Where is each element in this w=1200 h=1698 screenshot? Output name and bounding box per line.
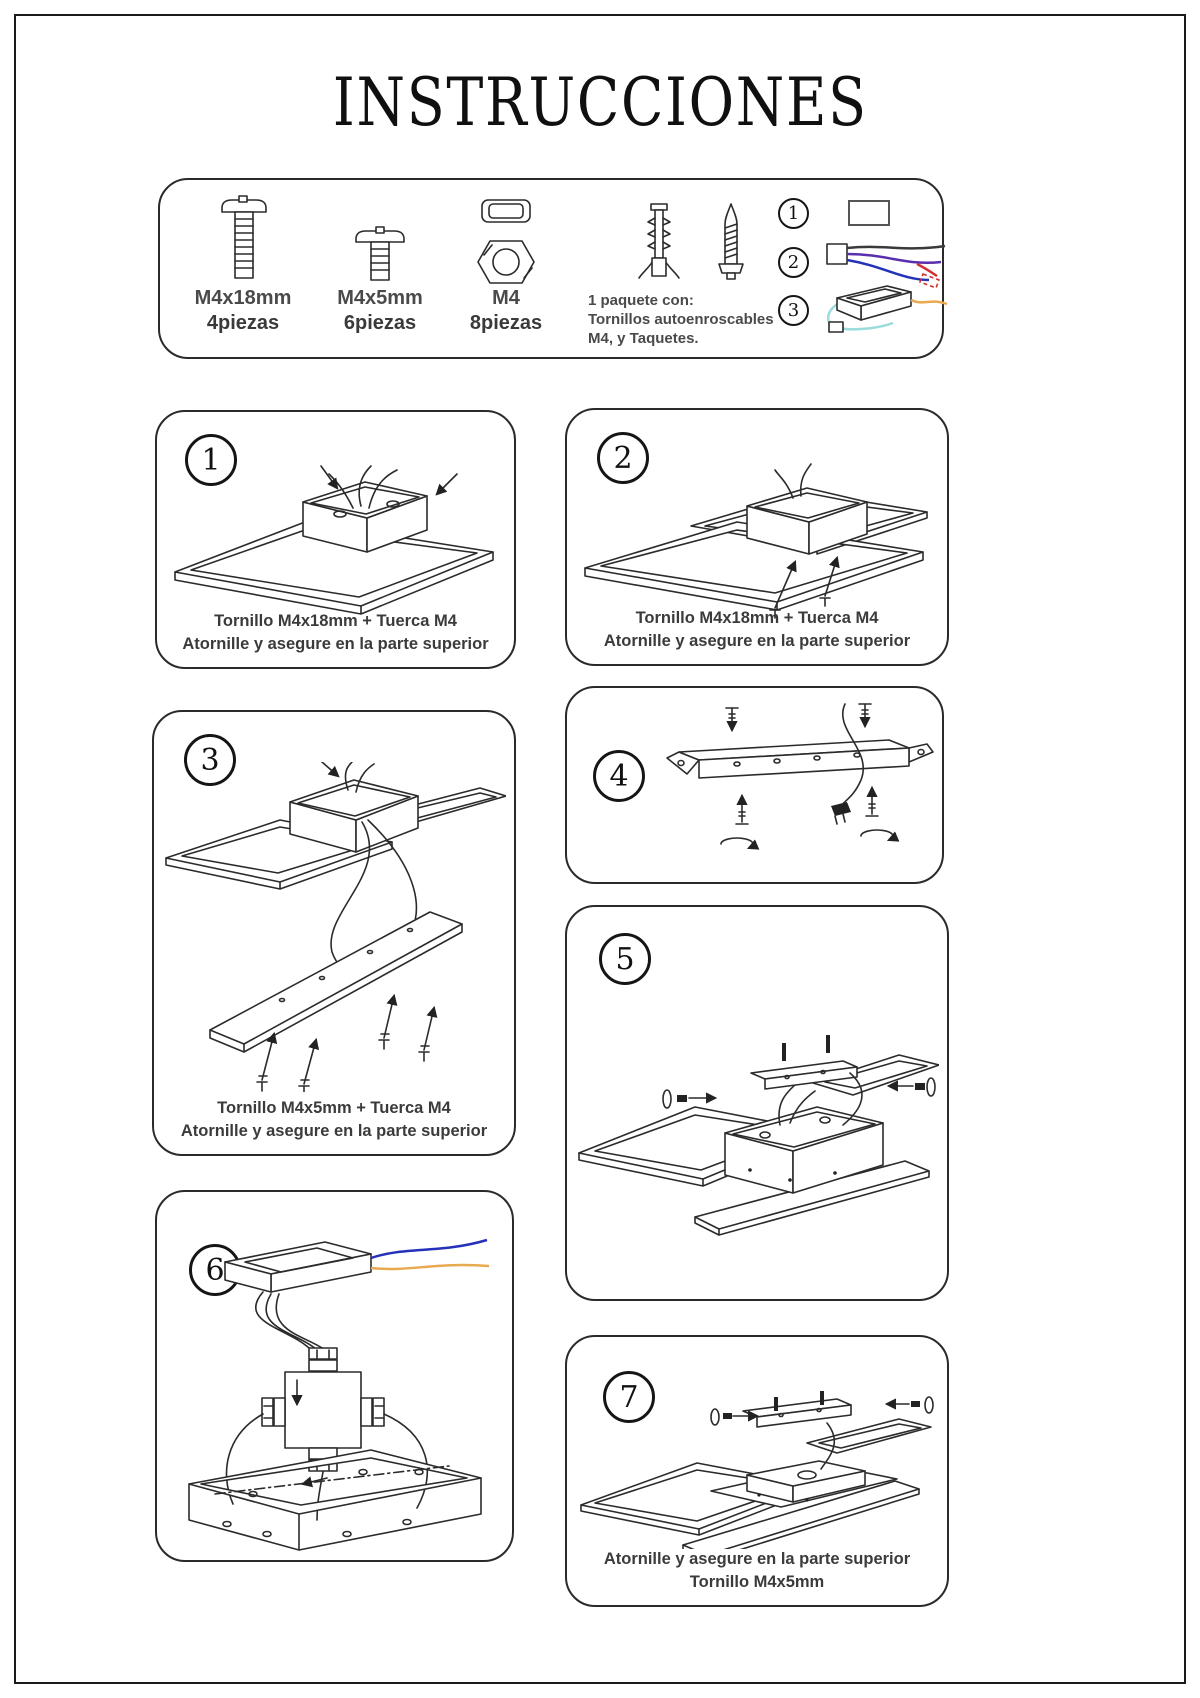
part-qty-label: 4piezas	[206, 312, 280, 334]
part-size-label: M4x18mm	[194, 287, 292, 309]
kit-item-number: 2	[778, 247, 809, 278]
page-title: INSTRUCCIONES	[332, 64, 868, 141]
parts-box	[158, 178, 944, 359]
bracket	[743, 1391, 851, 1427]
kit-item-1	[778, 196, 943, 230]
orange-wire	[911, 300, 947, 304]
step-caption: Atornille y asegure en la parte superior Tornillo M4x5mm	[603, 1550, 911, 1591]
step-5	[565, 905, 949, 1301]
purple-wire	[847, 254, 941, 263]
part-qty-label: 8piezas	[469, 312, 543, 334]
part-screw-long	[168, 194, 318, 336]
step-4-diagram	[637, 702, 937, 868]
rotation-arrows	[721, 830, 893, 848]
step-1-diagram	[165, 464, 505, 619]
step-7-diagram	[575, 1373, 939, 1549]
step-7	[565, 1335, 949, 1607]
wire-bundle	[256, 1292, 325, 1350]
part-size-label: M4	[492, 287, 520, 309]
kit-item-3	[778, 280, 951, 340]
step-5-diagram	[575, 965, 939, 1290]
screw-short-icon	[348, 226, 412, 286]
step-3-diagram	[162, 762, 506, 1092]
step-2-diagram	[579, 460, 931, 625]
tapping-screw-icon	[711, 202, 751, 286]
step-caption: Tornillo M4x5mm + Tuerca M4 Atornille y asegure en la parte superior	[180, 1099, 488, 1140]
package-icons	[588, 202, 794, 286]
step-number: 4	[593, 750, 645, 802]
step-2	[565, 408, 949, 666]
connector	[831, 802, 851, 816]
step-3	[152, 710, 516, 1156]
step-number: 6	[189, 1244, 241, 1296]
package-note: 1 paquete con: Tornillos autoenroscables M4, y Taquetes.	[588, 292, 774, 347]
blue-wire	[371, 1240, 487, 1258]
nut-icon	[474, 194, 538, 286]
bracket	[751, 1035, 857, 1089]
part-size-label: M4x5mm	[337, 287, 423, 309]
step-6-diagram	[167, 1232, 503, 1554]
cover-plate-icon	[823, 196, 943, 230]
driver-icon	[823, 280, 951, 340]
driver	[225, 1242, 371, 1292]
step-6	[155, 1190, 514, 1562]
step-caption: Tornillo M4x18mm + Tuerca M4 Atornille y asegure en la parte superior	[182, 612, 489, 653]
red-wire	[917, 264, 937, 276]
screw-long-icon	[208, 194, 278, 286]
part-package	[588, 202, 794, 348]
step-number: 3	[184, 734, 236, 786]
part-nut	[446, 194, 566, 336]
step-1	[155, 410, 516, 669]
part-screw-short	[310, 226, 450, 336]
step-number: 2	[597, 432, 649, 484]
step-caption: Tornillo M4x18mm + Tuerca M4 Atornille y asegure en la parte superior	[603, 609, 911, 650]
orange-wire	[371, 1265, 489, 1269]
step-number: 1	[185, 434, 237, 486]
step-4	[565, 686, 944, 884]
kit-item-number: 3	[778, 295, 809, 326]
dark-wire	[847, 246, 945, 248]
step-number: 5	[599, 933, 651, 985]
mounting-bracket	[667, 740, 933, 778]
wall-plug-icon	[631, 202, 687, 286]
part-qty-label: 6piezas	[343, 312, 417, 334]
kit-item-number: 1	[778, 198, 809, 229]
step-number: 7	[603, 1371, 655, 1423]
